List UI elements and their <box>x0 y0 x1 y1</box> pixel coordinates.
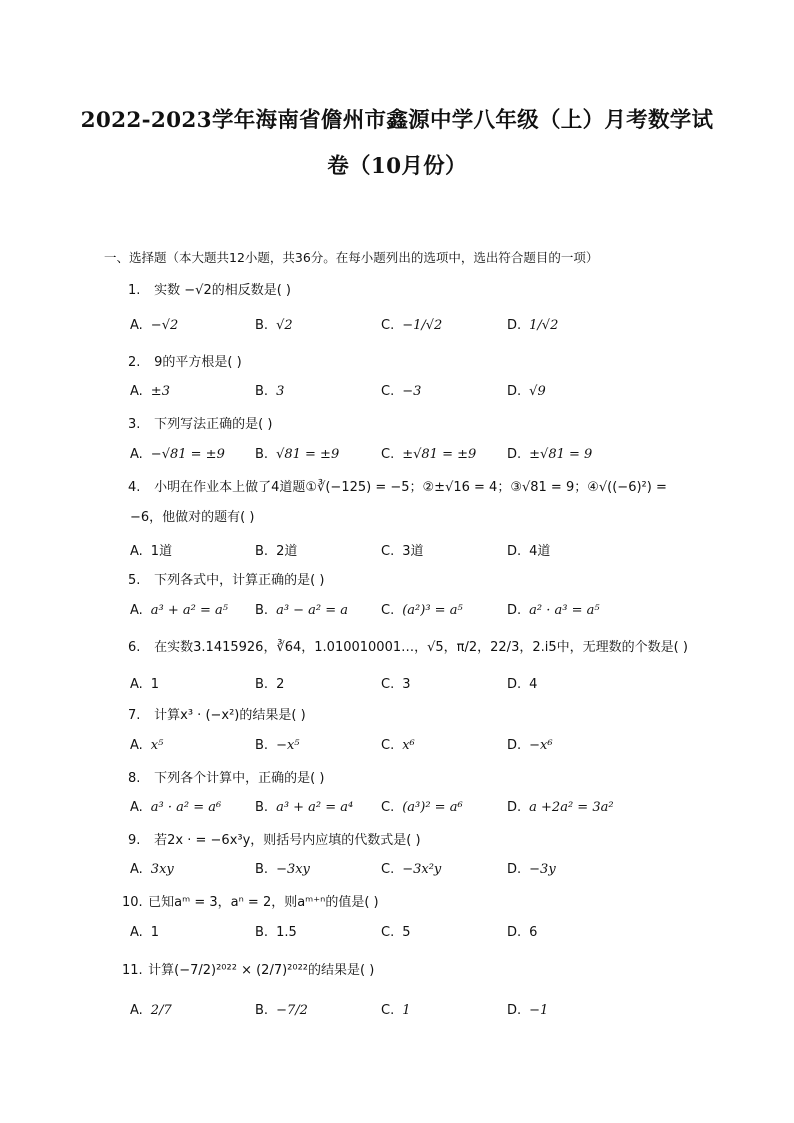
option-b: B. 2道 <box>255 544 298 559</box>
option-b: B. 2 <box>255 677 285 692</box>
question-text: 9的平方根是( ) <box>154 355 242 370</box>
option-b: B. a³ + a² = a⁴ <box>255 800 354 815</box>
option-b: B. 1.5 <box>255 925 297 940</box>
option-c: C. 5 <box>381 925 411 940</box>
question-3: 3. 下列写法正确的是( ) <box>128 417 273 432</box>
title-line-1: 2022-2023学年海南省儋州市鑫源中学八年级（上）月考数学试 <box>80 108 714 133</box>
question-10: 10. 已知aᵐ = 3，aⁿ = 2，则aᵐ⁺ⁿ的值是( ) <box>122 895 379 910</box>
options-6 <box>130 677 650 699</box>
options-7 <box>130 738 650 760</box>
question-11: 11. 计算(−7/2)²⁰²² × (2/7)²⁰²²的结果是( ) <box>122 963 375 978</box>
option-d: D. √9 <box>507 384 546 399</box>
option-c: C. −3x²y <box>381 862 442 877</box>
option-d: D. 4 <box>507 677 538 692</box>
question-8: 8. 下列各个计算中，正确的是( ) <box>128 771 325 786</box>
question-text: 计算x³ · (−x²)的结果是( ) <box>154 708 306 723</box>
option-a: A. −√2 <box>130 318 179 333</box>
title-line-2: 卷（10月份） <box>327 154 467 179</box>
option-d: D. 6 <box>507 925 538 940</box>
option-a: A. −√81 = ±9 <box>130 447 225 462</box>
options-10 <box>130 925 650 947</box>
option-a: A. 1 <box>130 677 160 692</box>
options-5 <box>130 603 650 625</box>
option-a: A. 1道 <box>130 544 173 559</box>
option-c: C. −1/√2 <box>381 318 443 333</box>
question-text: 已知aᵐ = 3，aⁿ = 2，则aᵐ⁺ⁿ的值是( ) <box>148 895 379 910</box>
option-c: C. 3道 <box>381 544 424 559</box>
option-d: D. a +2a² = 3a² <box>507 800 614 815</box>
option-d: D. −x⁶ <box>507 738 553 753</box>
option-b: B. −x⁵ <box>255 738 300 753</box>
option-b: B. √2 <box>255 318 293 333</box>
question-text: 若2x · = −6x³y，则括号内应填的代数式是( ) <box>154 833 421 848</box>
option-b: B. √81 = ±9 <box>255 447 340 462</box>
question-7: 7. 计算x³ · (−x²)的结果是( ) <box>128 708 306 723</box>
option-d: D. −1 <box>507 1003 549 1018</box>
option-d: D. ±√81 = 9 <box>507 447 593 462</box>
options-4 <box>130 540 650 562</box>
option-a: A. ±3 <box>130 384 170 399</box>
options-8 <box>130 800 650 822</box>
question-4: 4. 小明在作业本上做了4道题①∛(−125) = −5；②±√16 = 4；③√81 = 9；④√((−6)²) = <box>128 480 667 495</box>
question-1: 1. 实数 −√2的相反数是( ) <box>128 283 291 298</box>
question-text: 下列写法正确的是( ) <box>154 417 273 432</box>
question-9: 9. 若2x · = −6x³y，则括号内应填的代数式是( ) <box>128 833 421 848</box>
option-c: C. 1 <box>381 1003 411 1018</box>
option-d: D. 1/√2 <box>507 318 559 333</box>
option-a: A. a³ + a² = a⁵ <box>130 603 228 618</box>
option-b: B. −7/2 <box>255 1003 308 1018</box>
option-d: D. a² · a³ = a⁵ <box>507 603 600 618</box>
option-c: C. ±√81 = ±9 <box>381 447 477 462</box>
option-b: B. a³ − a² = a <box>255 603 349 618</box>
options-9 <box>130 862 650 884</box>
option-c: C. 3 <box>381 677 411 692</box>
options-1 <box>130 318 650 340</box>
option-b: B. 3 <box>255 384 285 399</box>
question-4-continued: −6，他做对的题有( ) <box>130 510 255 525</box>
options-2 <box>130 384 650 406</box>
question-text: 在实数3.1415926，∛64，1.010010001…，√5，π/2，22/3，2.i5中，无理数的个数是( ) <box>154 640 688 655</box>
option-d: D. 4道 <box>507 544 551 559</box>
question-6: 6. 在实数3.1415926，∛64，1.010010001…，√5，π/2，22/3，2.i5中，无理数的个数是( ) <box>128 640 688 655</box>
question-text: 实数 −√2的相反数是( ) <box>154 283 291 298</box>
option-c: C. −3 <box>381 384 422 399</box>
question-text: 计算(−7/2)²⁰²² × (2/7)²⁰²²的结果是( ) <box>148 963 375 978</box>
question-5: 5. 下列各式中，计算正确的是( ) <box>128 573 325 588</box>
option-a: A. 3xy <box>130 862 174 877</box>
question-text: 下列各个计算中，正确的是( ) <box>154 771 325 786</box>
option-a: A. a³ · a² = a⁶ <box>130 800 222 815</box>
section-heading: 一、选择题（本大题共12小题，共36分。在每小题列出的选项中，选出符合题目的一项） <box>104 250 599 265</box>
option-c: C. (a²)³ = a⁵ <box>381 603 463 618</box>
option-a: A. 2/7 <box>130 1003 172 1018</box>
option-a: A. x⁵ <box>130 738 164 753</box>
question-text: 小明在作业本上做了4道题①∛(−125) = −5；②±√16 = 4；③√81 = 9；④√((−6)²) = <box>154 480 667 495</box>
option-c: C. (a³)² = a⁶ <box>381 800 463 815</box>
option-b: B. −3xy <box>255 862 310 877</box>
question-2: 2. 9的平方根是( ) <box>128 355 242 370</box>
page-title <box>60 98 734 190</box>
question-text: 下列各式中，计算正确的是( ) <box>154 573 325 588</box>
option-a: A. 1 <box>130 925 160 940</box>
options-11 <box>130 1003 650 1025</box>
options-3 <box>130 447 650 469</box>
option-c: C. x⁶ <box>381 738 415 753</box>
option-d: D. −3y <box>507 862 556 877</box>
